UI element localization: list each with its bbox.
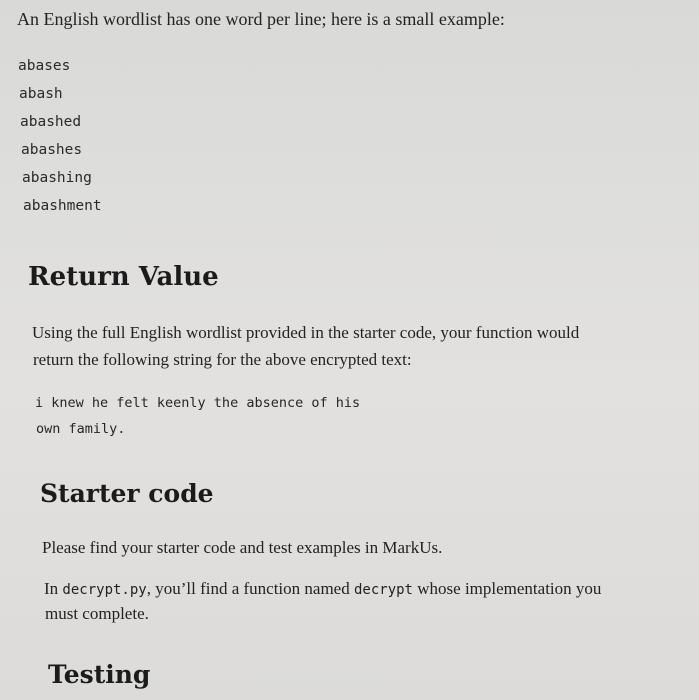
wordlist-line: abashment: [23, 198, 102, 214]
wordlist-line: abashing: [22, 170, 92, 186]
wordlist-line: abases: [18, 58, 71, 74]
intro-text: An English wordlist has one word per line; here is a small example:: [17, 9, 505, 29]
starter-code-paragraph-2: [44, 576, 601, 603]
function-name-code: decrypt: [353, 582, 413, 598]
wordlist-line: abashed: [20, 114, 82, 130]
return-value-paragraph-line2: return the following string for the above encrypted text:: [33, 350, 412, 369]
output-line: i knew he felt keenly the absence of his: [35, 395, 361, 411]
starter-code-heading: Starter code: [40, 479, 214, 508]
starter-code-paragraph-2-line2: must complete.: [45, 604, 149, 623]
return-value-paragraph-line1: Using the full English wordlist provided in the starter code, your function would: [32, 323, 580, 342]
starter-code-paragraph: Please find your starter code and test examples in MarkUs.: [42, 538, 443, 557]
wordlist-line: abash: [19, 86, 63, 102]
para2-suffix: whose implementation you: [413, 579, 602, 598]
output-line: own family.: [36, 421, 126, 437]
para2-middle: , you’ll find a function named: [146, 579, 354, 598]
testing-heading: Testing: [48, 660, 151, 689]
return-value-heading: Return Value: [28, 262, 219, 292]
para2-prefix: In: [44, 579, 63, 598]
wordlist-line: abashes: [21, 142, 83, 158]
file-name-code: decrypt.py: [62, 582, 147, 598]
